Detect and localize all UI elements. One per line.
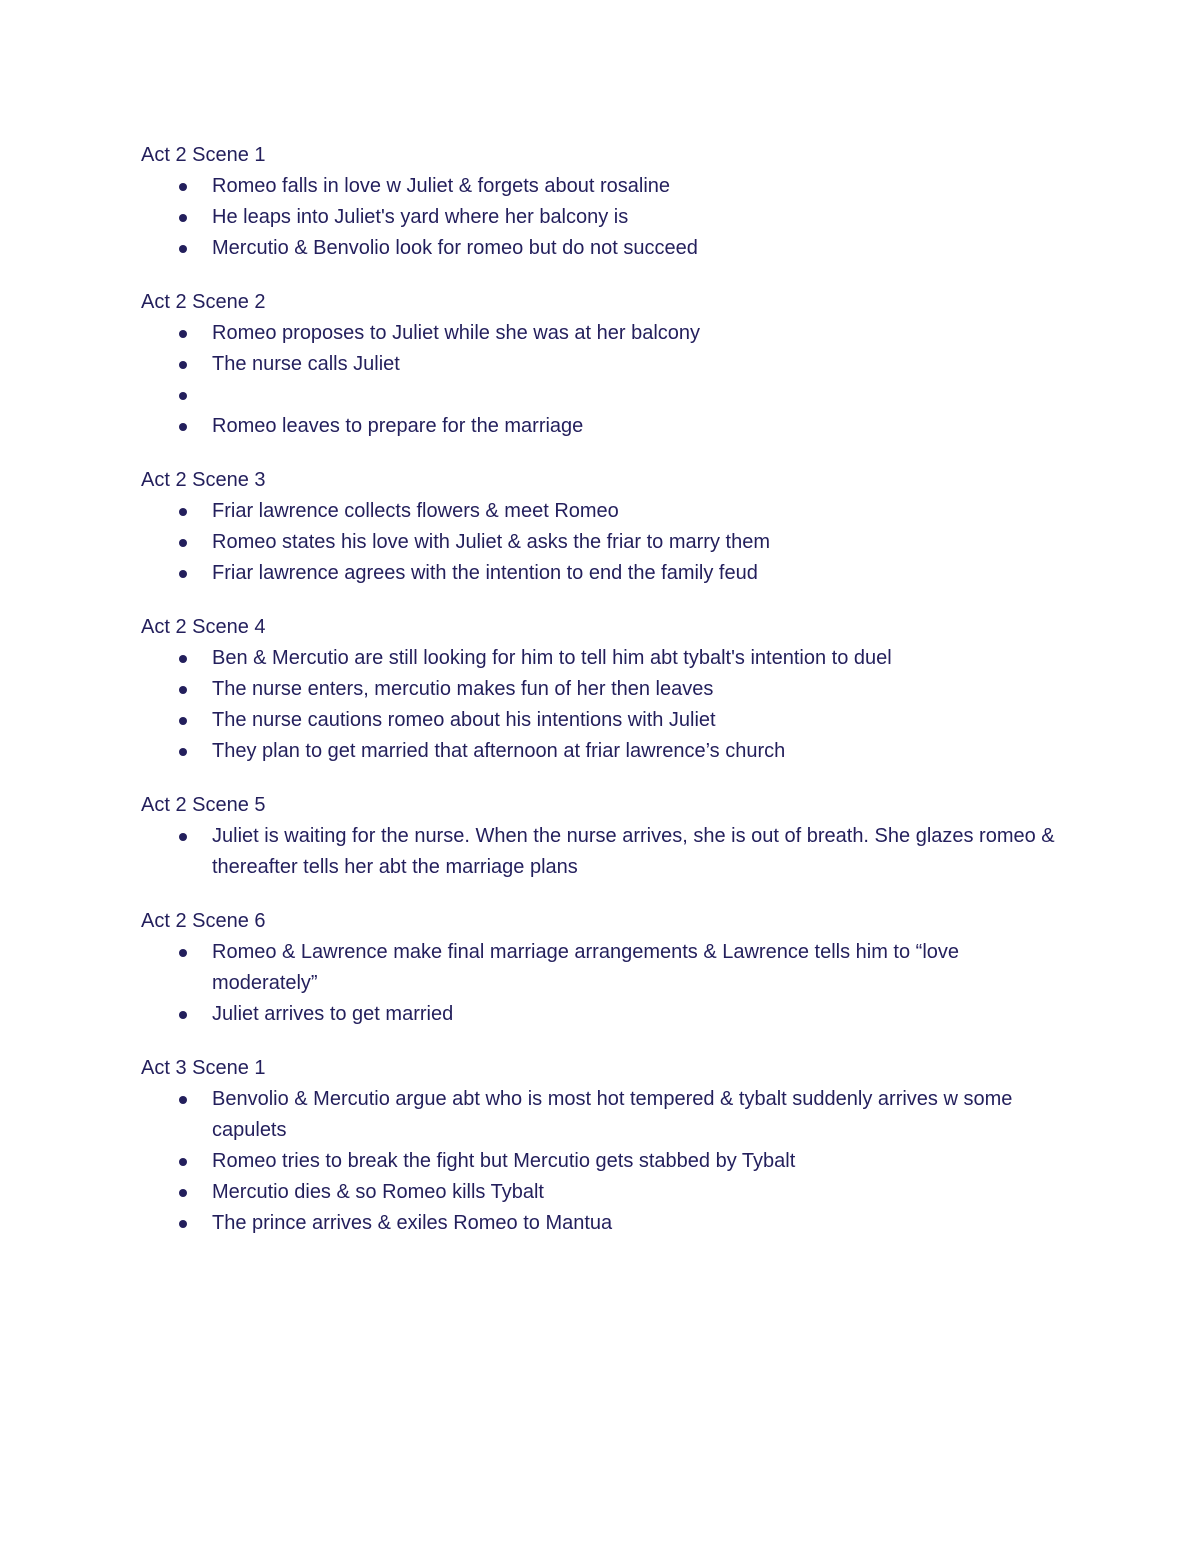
bullet-icon — [179, 1096, 187, 1104]
list-item — [141, 821, 1061, 883]
list-item — [141, 705, 1061, 736]
list-item-text: The prince arrives & exiles Romeo to Mantua — [212, 1212, 613, 1234]
list-item-text: Mercutio & Benvolio look for romeo but do not succeed — [212, 237, 698, 259]
list-item — [141, 999, 1061, 1030]
section-act3-scene1 — [141, 1053, 1061, 1239]
section-heading: Act 2 Scene 4 — [141, 616, 266, 638]
bullet-list — [141, 496, 1061, 589]
section-heading: Act 2 Scene 6 — [141, 910, 266, 932]
list-item — [141, 527, 1061, 558]
list-item — [141, 496, 1061, 527]
bullet-icon — [179, 1220, 187, 1228]
bullet-list — [141, 937, 1061, 1030]
bullet-icon — [179, 949, 187, 957]
bullet-list — [141, 318, 1061, 442]
list-item — [141, 1146, 1061, 1177]
list-item-text: Friar lawrence agrees with the intention to end the family feud — [212, 562, 758, 584]
list-item — [141, 937, 1061, 999]
bullet-list — [141, 643, 1061, 767]
list-item — [141, 318, 1061, 349]
bullet-icon — [179, 423, 187, 431]
section-act2-scene4 — [141, 612, 1061, 767]
section-act2-scene3 — [141, 465, 1061, 589]
list-item — [141, 736, 1061, 767]
bullet-icon — [179, 330, 187, 338]
list-item — [141, 380, 1061, 411]
bullet-icon — [179, 245, 187, 253]
section-heading: Act 3 Scene 1 — [141, 1057, 266, 1079]
list-item — [141, 411, 1061, 442]
list-item-text: Benvolio & Mercutio argue abt who is most hot tempered & tybalt suddenly arrives w some capulets — [212, 1088, 1013, 1141]
list-item-text: Romeo tries to break the fight but Mercutio gets stabbed by Tybalt — [212, 1150, 796, 1172]
list-item-text: Romeo proposes to Juliet while she was at her balcony — [212, 322, 701, 344]
bullet-icon — [179, 570, 187, 578]
list-item-text: They plan to get married that afternoon at friar lawrence’s church — [212, 740, 786, 762]
list-item — [141, 171, 1061, 202]
section-heading: Act 2 Scene 3 — [141, 469, 266, 491]
list-item — [141, 558, 1061, 589]
bullet-icon — [179, 508, 187, 516]
list-item-text: Mercutio dies & so Romeo kills Tybalt — [212, 1181, 544, 1203]
section-act2-scene1 — [141, 140, 1061, 264]
bullet-icon — [179, 833, 187, 841]
list-item-text: The nurse cautions romeo about his intentions with Juliet — [212, 709, 716, 731]
bullet-icon — [179, 717, 187, 725]
list-item-text: The nurse calls Juliet — [212, 353, 400, 375]
list-item-text: Romeo falls in love w Juliet & forgets about rosaline — [212, 175, 671, 197]
list-item-text: Romeo & Lawrence make final marriage arrangements & Lawrence tells him to “love moderately” — [212, 941, 960, 994]
section-act2-scene6 — [141, 906, 1061, 1030]
list-item — [141, 674, 1061, 705]
list-item-text: The nurse enters, mercutio makes fun of her then leaves — [212, 678, 714, 700]
bullet-icon — [179, 361, 187, 369]
list-item — [141, 1208, 1061, 1239]
list-item-text: Friar lawrence collects flowers & meet Romeo — [212, 500, 619, 522]
section-act2-scene2 — [141, 287, 1061, 442]
bullet-list — [141, 1084, 1061, 1239]
bullet-icon — [179, 214, 187, 222]
list-item — [141, 643, 1061, 674]
section-heading: Act 2 Scene 5 — [141, 794, 266, 816]
bullet-icon — [179, 1189, 187, 1197]
list-item — [141, 1177, 1061, 1208]
list-item-text: Romeo leaves to prepare for the marriage — [212, 415, 584, 437]
section-heading: Act 2 Scene 1 — [141, 144, 266, 166]
list-item-text: He leaps into Juliet's yard where her balcony is — [212, 206, 629, 228]
bullet-icon — [179, 183, 187, 191]
bullet-icon — [179, 686, 187, 694]
bullet-icon — [179, 748, 187, 756]
bullet-icon — [179, 539, 187, 547]
bullet-icon — [179, 392, 187, 400]
list-item — [141, 349, 1061, 380]
bullet-icon — [179, 655, 187, 663]
section-act2-scene5 — [141, 790, 1061, 883]
bullet-list — [141, 821, 1061, 883]
document-content — [141, 140, 1061, 1262]
list-item-text: Ben & Mercutio are still looking for him to tell him abt tybalt's intention to duel — [212, 647, 892, 669]
list-item-text: Juliet arrives to get married — [212, 1003, 454, 1025]
list-item-text: Juliet is waiting for the nurse. When the nurse arrives, she is out of breath. She glazes romeo & thereafter tells her abt the marriage plans — [212, 825, 1055, 878]
bullet-icon — [179, 1011, 187, 1019]
list-item — [141, 233, 1061, 264]
list-item — [141, 202, 1061, 233]
list-item — [141, 1084, 1061, 1146]
list-item-text: Romeo states his love with Juliet & asks the friar to marry them — [212, 531, 770, 553]
bullet-icon — [179, 1158, 187, 1166]
bullet-list — [141, 171, 1061, 264]
section-heading: Act 2 Scene 2 — [141, 291, 266, 313]
